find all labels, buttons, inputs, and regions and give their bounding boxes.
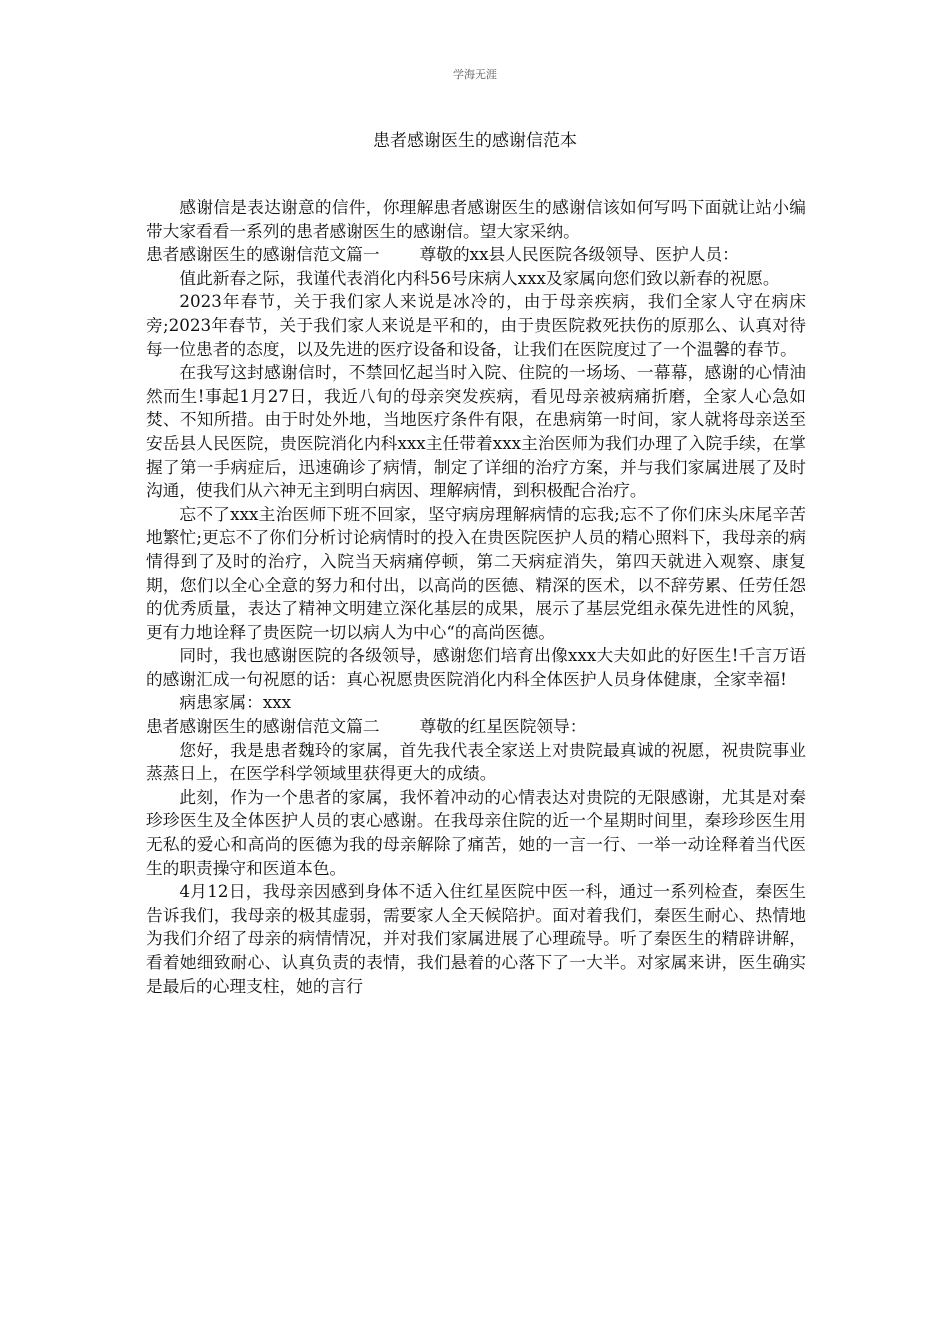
section-one-heading: 患者感谢医生的感谢信范文篇一	[146, 244, 380, 265]
paragraph: 忘不了xxx主治医师下班不回家，坚守病房理解病情的忘我;忘不了你们床头床尾辛苦地繁忙;更忘不了你们分析讨论病情时的投入在贵医院医护人员的精心照料下，我母亲的病情得到了及时的治疗，入院当天病痛停顿，第二天病症消失，第四天就进入观察、康复期，您们以全心全意的努力和付出，以高尚的医德、精深的医术，以不辞劳累、任劳任怨的优秀质量，表达了精神文明建立深化基层的成果，展示了基层党组永葆先进性的风貌，更有力地诠释了贵医院一切以病人为中心“的高尚医德。	[146, 503, 806, 642]
paragraph: 值此新春之际，我谨代表消化内科56号床病人xxx及家属向您们致以新春的祝愿。	[179, 267, 780, 288]
section-two-salutation: 尊敬的红星医院领导：	[419, 716, 587, 737]
section-one-header-line	[146, 243, 806, 267]
paragraph: 在我写这封感谢信时，不禁回忆起当时入院、住院的一场场、一幕幕，感谢的心情油然而生!事起1月27日，我近八旬的母亲突发疾病，看见母亲被病痛折磨，全家人心急如焚、不知所措。由于时处外地，当地医疗条件有限，在患病第一时间，家人就将母亲送至安岳县人民医院，贵医院消化内科xxx主任带着xxx主治医师为我们办理了入院手续，在掌握了第一手病症后，迅速确诊了病情，制定了详细的治疗方案，并与我们家属进展了及时沟通，使我们从六神无主到明白病因、理解病情，到积极配合治疗。	[146, 362, 806, 501]
document-title: 患者感谢医生的感谢信范本	[373, 131, 577, 151]
section-two-header-line	[146, 715, 806, 739]
section-two-heading: 患者感谢医生的感谢信范文篇二	[146, 716, 380, 737]
document-body	[146, 196, 806, 998]
intro-paragraph: 感谢信是表达谢意的信件，你理解患者感谢医生的感谢信该如何写吗下面就让站小编带大家看看一系列的患者感谢医生的感谢信。望大家采纳。	[146, 197, 806, 241]
paragraph: 您好，我是患者魏玲的家属，首先我代表全家送上对贵院最真诚的祝愿，祝贵院事业蒸蒸日上，在医学科学领域里获得更大的成绩。	[146, 739, 806, 784]
paragraph: 4月12日，我母亲因感到身体不适入住红星医院中医一科，通过一系列检查，秦医生告诉我们，我母亲的极其虚弱，需要家人全天候陪护。面对着我们，秦医生耐心、热情地为我们介绍了母亲的病情情况，并对我们家属进展了心理疏导。听了秦医生的精辟讲解，看着她细致耐心、认真负责的表情，我们悬着的心落下了一大半。对家属来讲，医生确实是最后的心理支柱，她的言行	[146, 881, 806, 996]
paragraph: 此刻，作为一个患者的家属，我怀着冲动的心情表达对贵院的无限感谢，尤其是对秦珍珍医生及全体医护人员的衷心感谢。在我母亲住院的近一个星期时间里，秦珍珍医生用无私的爱心和高尚的医德为我的母亲解除了痛苦，她的一言一行、一举一动诠释着当代医生的职责操守和医道本色。	[146, 786, 806, 878]
page-header: 学海无涯	[453, 68, 497, 81]
paragraph: 同时，我也感谢医院的各级领导，感谢您们培育出像xxx大夫如此的好医生!千言万语的感谢汇成一句祝愿的话：真心祝愿贵医院消化内科全体医护人员身体健康，全家幸福!	[146, 645, 806, 689]
paragraph: 2023年春节，关于我们家人来说是冰冷的，由于母亲疾病，我们全家人守在病床旁;2023年春节，关于我们家人来说是平和的，由于贵医院救死扶伤的原那么、认真对待每一位患者的态度，以及先进的医疗设备和设备，让我们在医院度过了一个温馨的春节。	[146, 291, 806, 359]
section-one-salutation: 尊敬的xx县人民医院各级领导、医护人员：	[419, 244, 739, 265]
letter-signature: 病患家属：xxx	[179, 692, 292, 713]
